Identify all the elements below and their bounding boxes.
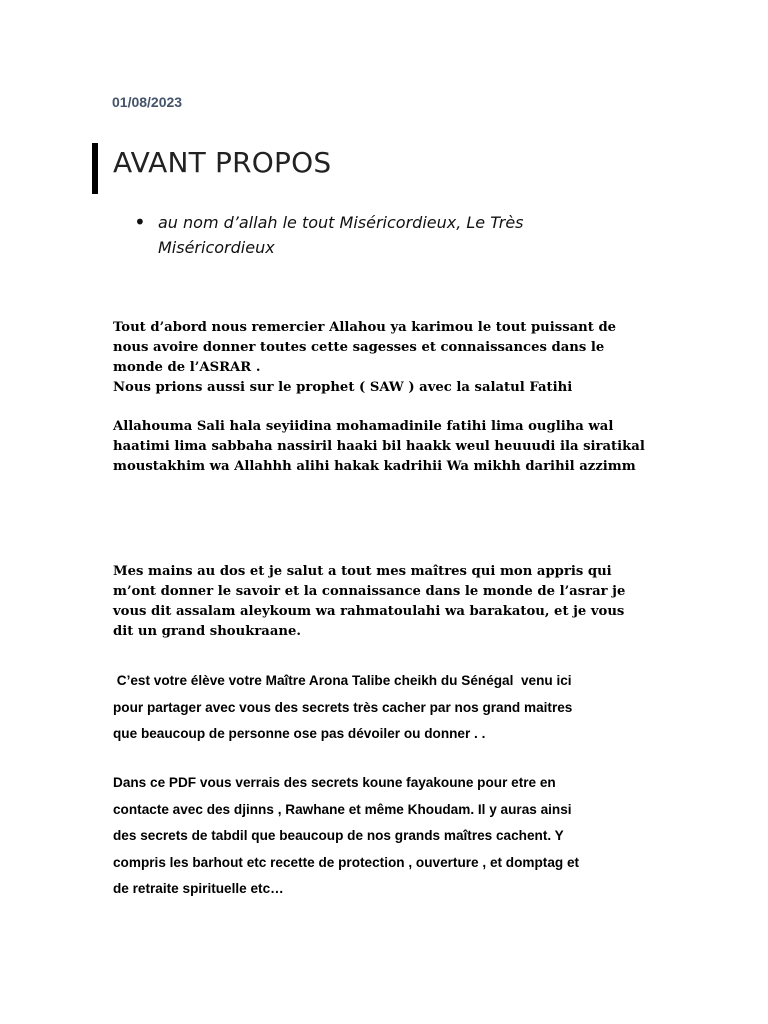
paragraph-masters bbox=[113, 562, 653, 642]
text-line: que beaucoup de personne ose pas dévoiler ou donner . . bbox=[113, 726, 486, 741]
bullet-list bbox=[0, 210, 558, 260]
page-title: AVANT PROPOS bbox=[113, 146, 332, 179]
text-line: C’est votre élève votre Maître Arona Talibe cheikh du Sénégal venu ici bbox=[113, 673, 572, 688]
text-line: pour partager avec vous des secrets très cacher par nos grand maitres bbox=[113, 699, 573, 715]
paragraph-thanks bbox=[113, 318, 653, 398]
bullet-line-1: au nom d’allah le tout Miséricordieux, Le Très bbox=[158, 213, 524, 232]
text-line: monde de l’ASRAR . bbox=[113, 360, 261, 375]
text-line: nous avoire donner toutes cette sagesses et connaissances dans le bbox=[113, 340, 605, 355]
text-line: Dans ce PDF vous verrais des secrets koune fayakoune pour etre en bbox=[113, 775, 556, 790]
list-item bbox=[0, 210, 558, 260]
heading-accent-bar bbox=[92, 143, 98, 194]
text-line: Tout d’abord nous remercier Allahou ya karimou le tout puissant de bbox=[113, 320, 617, 335]
text-line: compris les barhout etc recette de protection , ouverture , et domptag et bbox=[113, 854, 580, 870]
text-line: vous dit assalam aleykoum wa rahmatoulahi wa barakatou, et je vous bbox=[113, 604, 625, 619]
bullet-line-2: Miséricordieux bbox=[158, 238, 275, 257]
paragraph-author bbox=[113, 668, 673, 748]
text-line: des secrets de tabdil que beaucoup de nos grands maîtres cachent. Y bbox=[113, 828, 564, 843]
bullet-icon: • bbox=[134, 210, 146, 234]
text-line: Allahouma Sali hala seyiidina mohamadinile fatihi lima ougliha wal bbox=[113, 419, 614, 434]
text-line: contacte avec des djinns , Rawhane et même Khoudam. Il y auras ainsi bbox=[113, 801, 572, 817]
paragraph-salatul-fatihi bbox=[113, 417, 653, 477]
text-line: Nous prions aussi sur le prophet ( SAW ) avec la salatul Fatihi bbox=[113, 380, 573, 395]
text-line: m’ont donner le savoir et la connaissance dans le monde de l’asrar je bbox=[113, 584, 626, 599]
text-line: moustakhim wa Allahhh alihi hakak kadrihii Wa mikhh darihil azzimm bbox=[113, 459, 636, 474]
text-line: haatimi lima sabbaha nassiril haaki bil haakk weul heuuudi ila siratikal bbox=[113, 439, 645, 454]
document-date: 01/08/2023 bbox=[112, 94, 183, 110]
paragraph-pdf-contents bbox=[113, 770, 673, 903]
text-line: dit un grand shoukraane. bbox=[113, 624, 301, 639]
text-line: de retraite spirituelle etc… bbox=[113, 881, 284, 896]
text-line: Mes mains au dos et je salut a tout mes maîtres qui mon appris qui bbox=[113, 564, 612, 579]
